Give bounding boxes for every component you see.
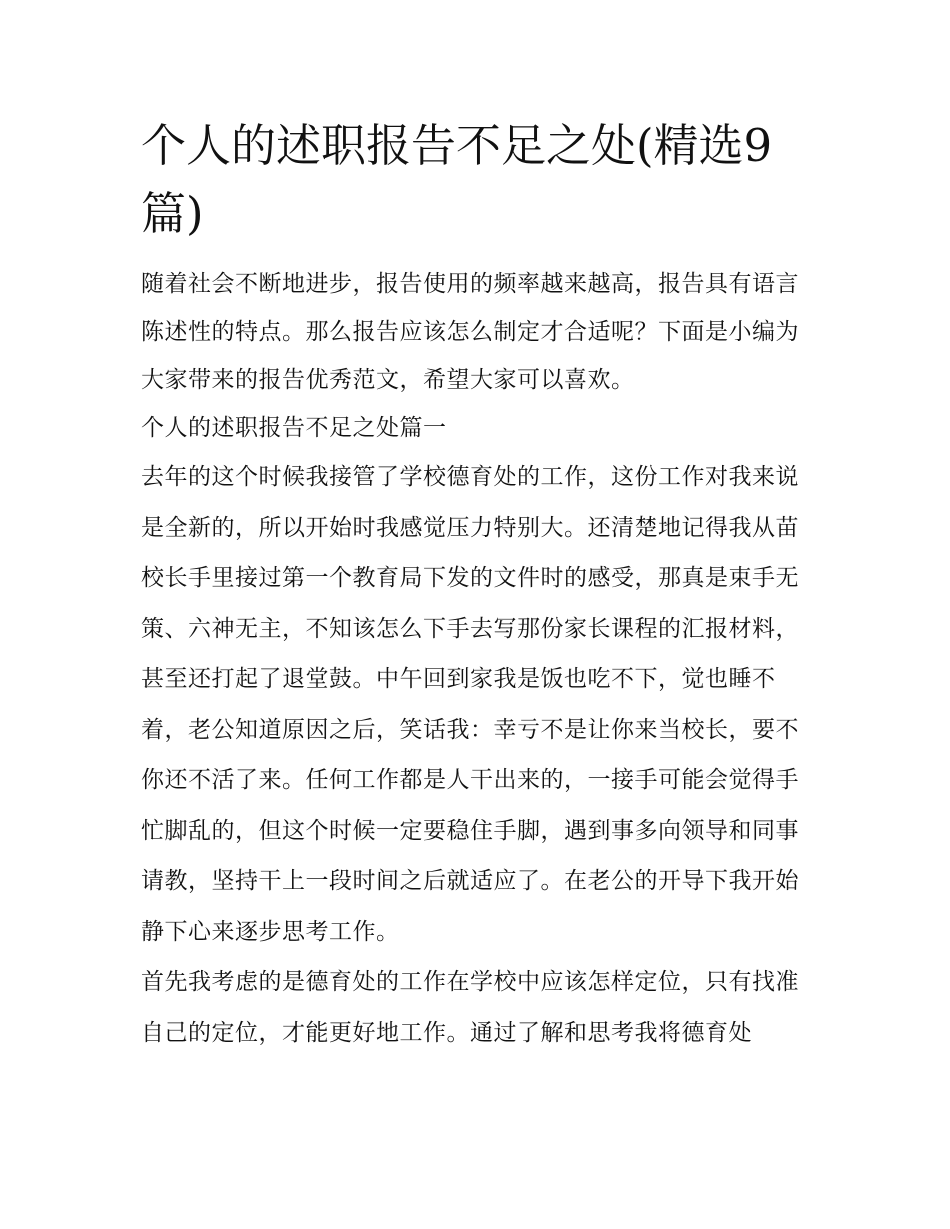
- document-body: [141, 112, 811, 1058]
- intro-paragraph: 随着社会不断地进步，报告使用的频率越来越高，报告具有语言陈述性的特点。那么报告应该怎么制定才合适呢？下面是小编为大家带来的报告优秀范文，希望大家可以喜欢。: [141, 271, 799, 393]
- body-paragraph-1: 去年的这个时候我接管了学校德育处的工作，这份工作对我来说是全新的，所以开始时我感觉压力特别大。还清楚地记得我从苗校长手里接过第一个教育局下发的文件时的感受，那真是束手无策、六神无主，不知该怎么下手去写那份家长课程的汇报材料，甚至还打起了退堂鼓。中午回到家我是饭也吃不下，觉也睡不着，老公知道原因之后，笑话我：幸亏不是让你来当校长，要不你还不活了来。任何工作都是人干出来的，一接手可能会觉得手忙脚乱的，但这个时候一定要稳住手脚，遇到事多向领导和同事请教，坚持干上一段时间之后就适应了。在老公的开导下我开始静下心来逐步思考工作。: [141, 464, 799, 945]
- body-paragraph-2: 首先我考虑的是德育处的工作在学校中应该怎样定位，只有找准自己的定位，才能更好地工作。通过了解和思考我将德育处: [141, 969, 799, 1046]
- document-title: 个人的述职报告不足之处(精选9篇): [141, 119, 773, 240]
- section-heading: 个人的述职报告不足之处篇一: [141, 415, 447, 441]
